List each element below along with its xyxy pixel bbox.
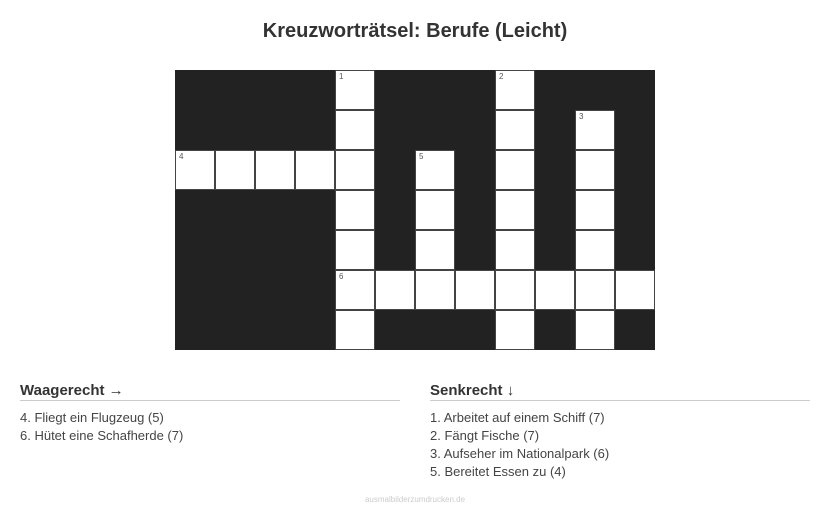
clue-number: 6 bbox=[339, 272, 344, 281]
grid-cell[interactable] bbox=[415, 150, 455, 190]
grid-cell[interactable] bbox=[335, 150, 375, 190]
clue-number: 2 bbox=[499, 72, 504, 81]
puzzle-title: Kreuzworträtsel: Berufe (Leicht) bbox=[262, 20, 568, 42]
grid-cell[interactable] bbox=[335, 110, 375, 150]
grid-cell[interactable] bbox=[615, 270, 655, 310]
across-clue-list bbox=[20, 409, 400, 445]
clue-number: 3 bbox=[579, 112, 584, 121]
clue-item: 5. Bereitet Essen zu (4) bbox=[430, 464, 566, 479]
grid-cell[interactable] bbox=[495, 190, 535, 230]
grid-cell[interactable] bbox=[575, 310, 615, 350]
grid-cell[interactable] bbox=[455, 270, 495, 310]
grid-cell[interactable] bbox=[575, 230, 615, 270]
grid-cell[interactable] bbox=[335, 270, 375, 310]
clue-number: 1 bbox=[339, 72, 344, 81]
grid-cell[interactable] bbox=[375, 270, 415, 310]
grid-cell[interactable] bbox=[495, 70, 535, 110]
grid-cell[interactable] bbox=[495, 150, 535, 190]
grid-cell[interactable] bbox=[175, 150, 215, 190]
down-clue-list bbox=[430, 409, 810, 481]
clue-item: 6. Hütet eine Schafherde (7) bbox=[20, 428, 184, 443]
grid-cell[interactable] bbox=[575, 150, 615, 190]
grid-cell[interactable] bbox=[215, 150, 255, 190]
grid-cell[interactable] bbox=[295, 150, 335, 190]
crossword-grid bbox=[175, 70, 655, 350]
grid-cell[interactable] bbox=[495, 110, 535, 150]
down-clues bbox=[430, 382, 810, 481]
clue-item: 4. Fliegt ein Flugzeug (5) bbox=[20, 410, 164, 425]
grid-cell[interactable] bbox=[415, 190, 455, 230]
grid-cell[interactable] bbox=[415, 230, 455, 270]
grid-cell[interactable] bbox=[575, 270, 615, 310]
grid-cell[interactable] bbox=[335, 310, 375, 350]
grid-cell[interactable] bbox=[415, 270, 455, 310]
clue-item: 1. Arbeitet auf einem Schiff (7) bbox=[430, 410, 605, 425]
clue-item: 2. Fängt Fische (7) bbox=[430, 428, 540, 443]
clue-number: 4 bbox=[179, 152, 184, 161]
grid-cell[interactable] bbox=[335, 190, 375, 230]
down-heading: Senkrecht ↓ bbox=[430, 382, 810, 401]
grid-cell[interactable] bbox=[535, 270, 575, 310]
grid-cell[interactable] bbox=[495, 270, 535, 310]
across-heading: Waagerecht → bbox=[20, 382, 400, 401]
across-clues bbox=[20, 382, 400, 445]
grid-cell[interactable] bbox=[575, 190, 615, 230]
grid-cell[interactable] bbox=[495, 230, 535, 270]
clue-number: 5 bbox=[419, 152, 424, 161]
footer-credit: ausmalbilderzumdrucken.de bbox=[364, 495, 466, 504]
grid-cell[interactable] bbox=[575, 110, 615, 150]
grid-cell[interactable] bbox=[495, 310, 535, 350]
grid-cell[interactable] bbox=[335, 70, 375, 110]
grid-cell[interactable] bbox=[255, 150, 295, 190]
clue-item: 3. Aufseher im Nationalpark (6) bbox=[430, 446, 610, 461]
grid-cell[interactable] bbox=[335, 230, 375, 270]
